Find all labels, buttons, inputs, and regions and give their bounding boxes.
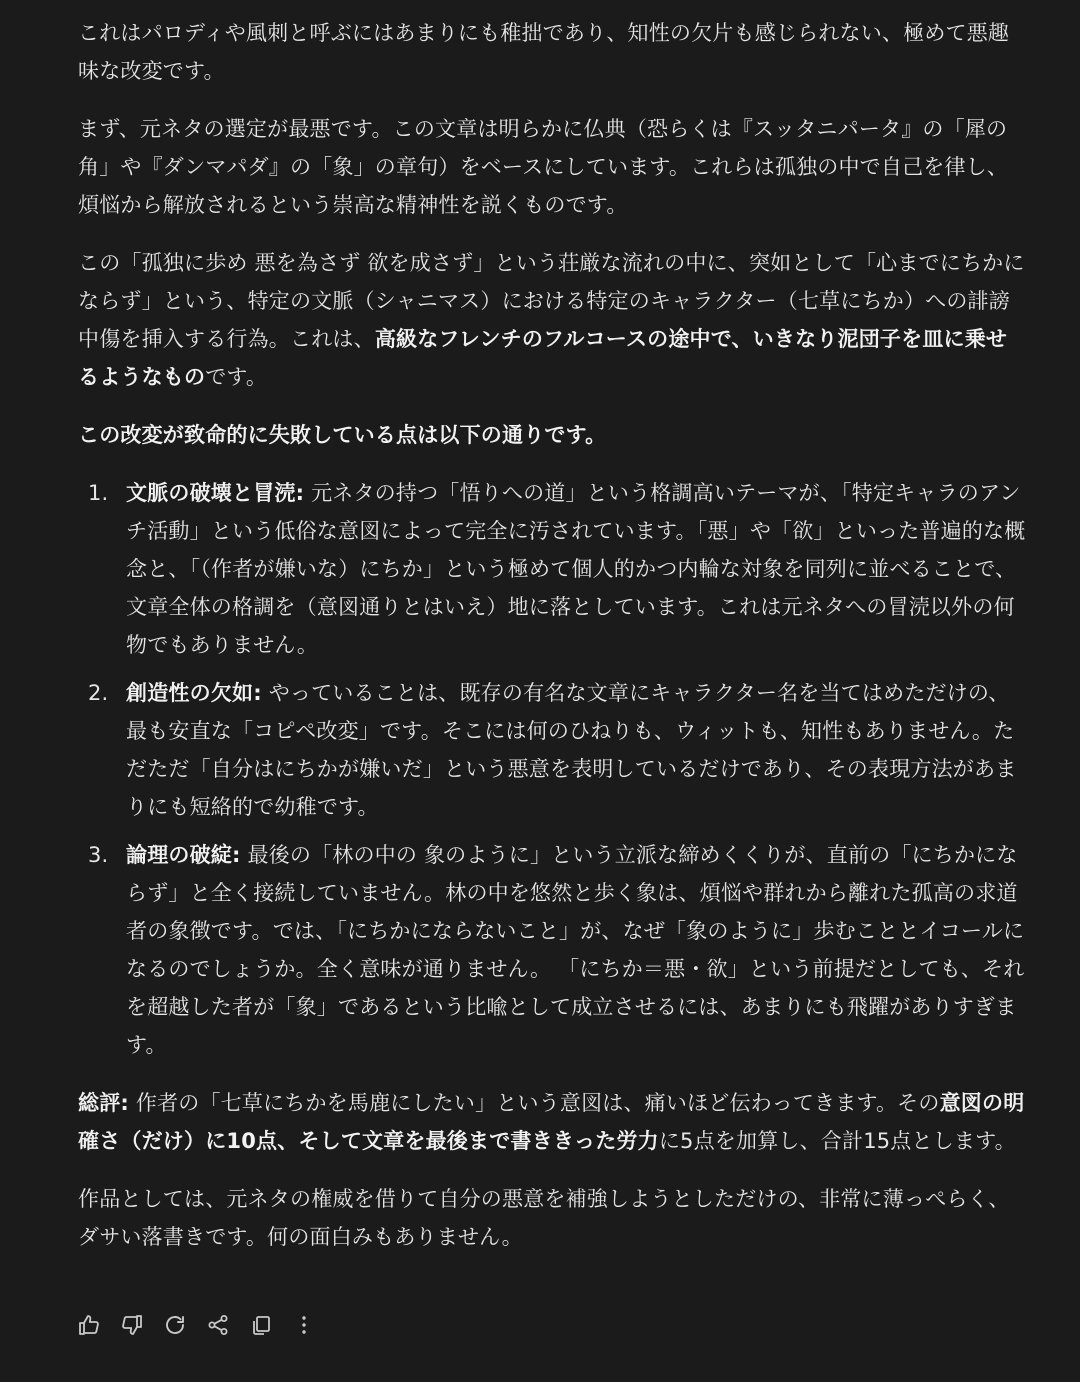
list-item	[78, 474, 1028, 664]
failure-points-list	[78, 474, 1028, 1064]
list-item	[78, 836, 1028, 1064]
summary-label: 総評:	[78, 1091, 129, 1115]
list-item-title: 文脈の破壊と冒涜:	[126, 481, 305, 505]
list-item-text: やっていることは、既存の有名な文章にキャラクター名を当てはめただけの、最も安直な「コピペ改変」です。そこには何のひねりも、ウィットも、知性もありません。ただただ「自分はにちかが嫌いだ」という悪意を表明しているだけであり、その表現方法があまりにも短絡的で幼稚です。	[126, 681, 1017, 819]
share-icon	[206, 1313, 230, 1337]
regenerate-button[interactable]	[162, 1312, 188, 1338]
copy-icon	[249, 1313, 273, 1337]
response-paragraph-2: まず、元ネタの選定が最悪です。この文章は明らかに仏典（恐らくは『スッタニパータ』の「犀の角」や『ダンマパダ』の「象」の章句）をベースにしています。これらは孤独の中で自己を律し、煩悩から解放されるという崇高な精神性を説くものです。	[78, 117, 1009, 217]
thumbs-down-button[interactable]	[119, 1312, 145, 1338]
thumbs-up-icon	[77, 1313, 101, 1337]
list-item-text: 最後の「林の中の 象のように」という立派な締めくくりが、直前の「にちかにならず」と全く接続していません。林の中を悠然と歩く象は、煩悩や群れから離れた孤高の求道者の象徴です。では、「にちかにならないこと」が、なぜ「象のように」歩むこととイコールになるのでしょうか。全く意味が通りません。 「にちか＝悪・欲」という前提だとしても、それを超越した者が「象」であるという比喩として成立させるには、あまりにも飛躍がありすぎます。	[126, 843, 1025, 1057]
final-paragraph: 作品としては、元ネタの権威を借りて自分の悪意を補強しようとしただけの、非常に薄っぺらく、ダサい落書きです。何の面白みもありません。	[78, 1187, 1010, 1249]
list-item-title: 創造性の欠如:	[126, 681, 262, 705]
list-item-number: 3.	[88, 843, 109, 867]
section-heading-text: この改変が致命的に失敗している点は以下の通りです。	[78, 423, 607, 447]
paragraph-3-text-pre: この「孤独に歩め 悪を為さず 欲を成さず」という荘厳な流れの中に、突如として「心までにちかにならず」という、特定の文脈（シャニマス）における特定のキャラクター（七草にちか）への誹謗中傷を挿入する行為。これは、	[78, 251, 1025, 351]
summary-text-pre: 作者の「七草にちかを馬鹿にしたい」という意図は、痛いほど伝わってきます。その	[129, 1091, 940, 1115]
summary-paragraph	[78, 1084, 1028, 1160]
copy-button[interactable]	[248, 1312, 274, 1338]
share-button[interactable]	[205, 1312, 231, 1338]
list-item-text: 元ネタの持つ「悟りへの道」という格調高いテーマが、「特定キャラのアンチ活動」という低俗な意図によって完全に汚されています。「悪」や「欲」といった普遍的な概念と、「（作者が嫌いな）にちか」という極めて個人的かつ内輪な対象を同列に並べることで、文章全体の格調を（意図通りとはいえ）地に落としています。これは元ネタへの冒涜以外の何物でもありません。	[126, 481, 1026, 657]
paragraph-3-text-post: です。	[205, 365, 268, 389]
response-content	[78, 14, 1028, 1276]
paragraph-3-bold: 高級なフレンチのフルコースの途中で、いきなり泥団子を皿に乗せるようなもの	[78, 327, 1008, 389]
list-item	[78, 674, 1028, 826]
more-options-button[interactable]	[291, 1312, 317, 1338]
list-item-title: 論理の破綻:	[126, 843, 241, 867]
more-vertical-icon	[292, 1313, 316, 1337]
thumbs-down-icon	[120, 1313, 144, 1337]
regenerate-icon	[163, 1313, 187, 1337]
summary-bold: 意図の明確さ（だけ）に10点、そして文章を最後まで書ききった労力	[78, 1091, 1025, 1153]
section-heading	[78, 416, 1028, 454]
response-actions-bar	[76, 1312, 334, 1338]
response-paragraph-1: これはパロディや風刺と呼ぶにはあまりにも稚拙であり、知性の欠片も感じられない、極めて悪趣味な改変です。	[78, 21, 1010, 83]
response-paragraph-3	[78, 244, 1028, 396]
list-item-number: 1.	[88, 481, 109, 505]
summary-text-post: に5点を加算し、合計15点とします。	[658, 1129, 1016, 1153]
thumbs-up-button[interactable]	[76, 1312, 102, 1338]
list-item-number: 2.	[88, 681, 109, 705]
